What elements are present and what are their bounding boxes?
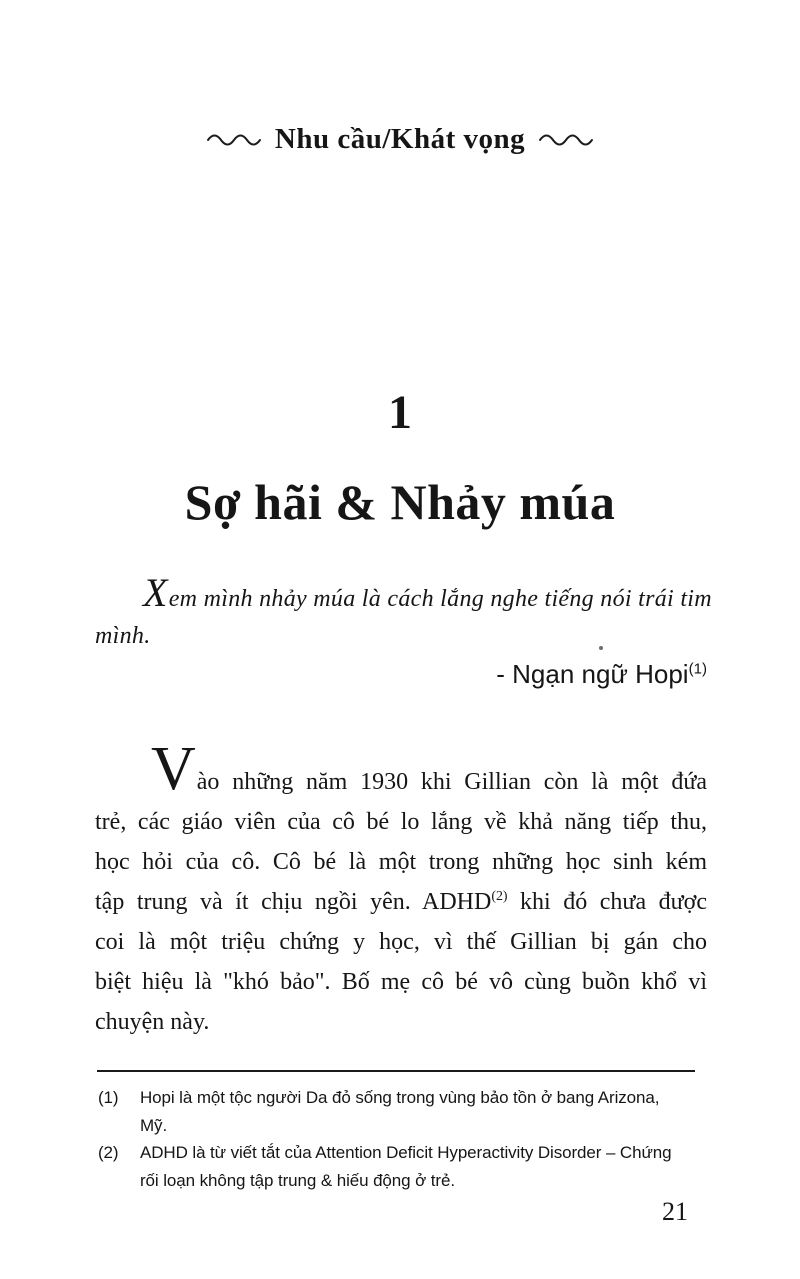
body-text: ào những năm 1930 khi Gillian còn là một đứa bbox=[196, 769, 707, 795]
body-text-line bbox=[95, 922, 707, 962]
footnotes-section bbox=[98, 1084, 758, 1194]
body-text: coi là một triệu chứng y học, vì thế Gillian bị gán cho bbox=[95, 929, 707, 955]
footnote bbox=[98, 1139, 758, 1194]
body-text-line bbox=[95, 842, 707, 882]
footnote-divider bbox=[97, 1070, 695, 1072]
epigraph-text: mình. bbox=[95, 623, 151, 649]
footnote-text-line: Mỹ. bbox=[140, 1115, 168, 1135]
footnote bbox=[98, 1084, 758, 1139]
print-speck bbox=[599, 646, 603, 650]
body-text-line bbox=[95, 735, 707, 803]
epigraph-quote bbox=[95, 570, 712, 655]
body-text: khi đó chưa được bbox=[507, 889, 707, 915]
body-text: biệt hiệu là "khó bảo". Bố mẹ cô bé vô cùng buồn khổ vì bbox=[95, 969, 707, 995]
body-text-line bbox=[95, 882, 707, 922]
epigraph-line bbox=[95, 618, 707, 655]
chapter-title: Sợ hãi & Nhảy múa bbox=[184, 474, 616, 530]
footnote-text bbox=[140, 1139, 758, 1194]
body-text: chuyện này. bbox=[95, 1009, 210, 1035]
chapter-number: 1 bbox=[388, 386, 412, 439]
attribution-note-ref: (1) bbox=[688, 660, 707, 678]
epigraph-initial-letter: X bbox=[143, 570, 168, 615]
footnote-marker: (2) bbox=[98, 1143, 119, 1162]
body-text-line bbox=[95, 802, 707, 842]
page-number: 21 bbox=[662, 1197, 688, 1226]
epigraph-text: em mình nhảy múa là cách lắng nghe tiếng nói trái tim bbox=[168, 586, 712, 612]
body-text: tập trung và ít chịu ngồi yên. ADHD bbox=[95, 889, 492, 915]
body-note-ref: (2) bbox=[491, 889, 508, 904]
wavy-rule-left-icon bbox=[206, 132, 262, 146]
running-header-text: Nhu cầu/Khát vọng bbox=[274, 123, 526, 155]
attribution-text: - Ngạn ngữ Hopi bbox=[496, 659, 689, 689]
footnote-text bbox=[140, 1084, 758, 1139]
body-initial-letter: V bbox=[151, 735, 197, 803]
running-header bbox=[0, 122, 800, 156]
footnote-marker: (1) bbox=[98, 1088, 119, 1107]
footnote-text-line: rối loạn không tập trung & hiếu động ở trẻ. bbox=[140, 1170, 455, 1190]
body-paragraph bbox=[95, 735, 707, 1042]
wavy-rule-right-icon bbox=[538, 132, 594, 146]
body-text-line bbox=[95, 962, 707, 1002]
footnote-text-line: Hopi là một tộc người Da đỏ sống trong vùng bảo tồn ở bang Arizona, bbox=[140, 1088, 660, 1107]
epigraph-line bbox=[95, 570, 712, 618]
body-text: học hỏi của cô. Cô bé là một trong những học sinh kém bbox=[95, 849, 707, 875]
body-text-line bbox=[95, 1002, 707, 1042]
footnote-text-line: ADHD là từ viết tắt của Attention Deficit Hyperactivity Disorder – Chứng bbox=[140, 1143, 672, 1162]
body-text: trẻ, các giáo viên của cô bé lo lắng về khả năng tiếp thu, bbox=[95, 809, 707, 835]
epigraph-attribution bbox=[95, 658, 707, 690]
